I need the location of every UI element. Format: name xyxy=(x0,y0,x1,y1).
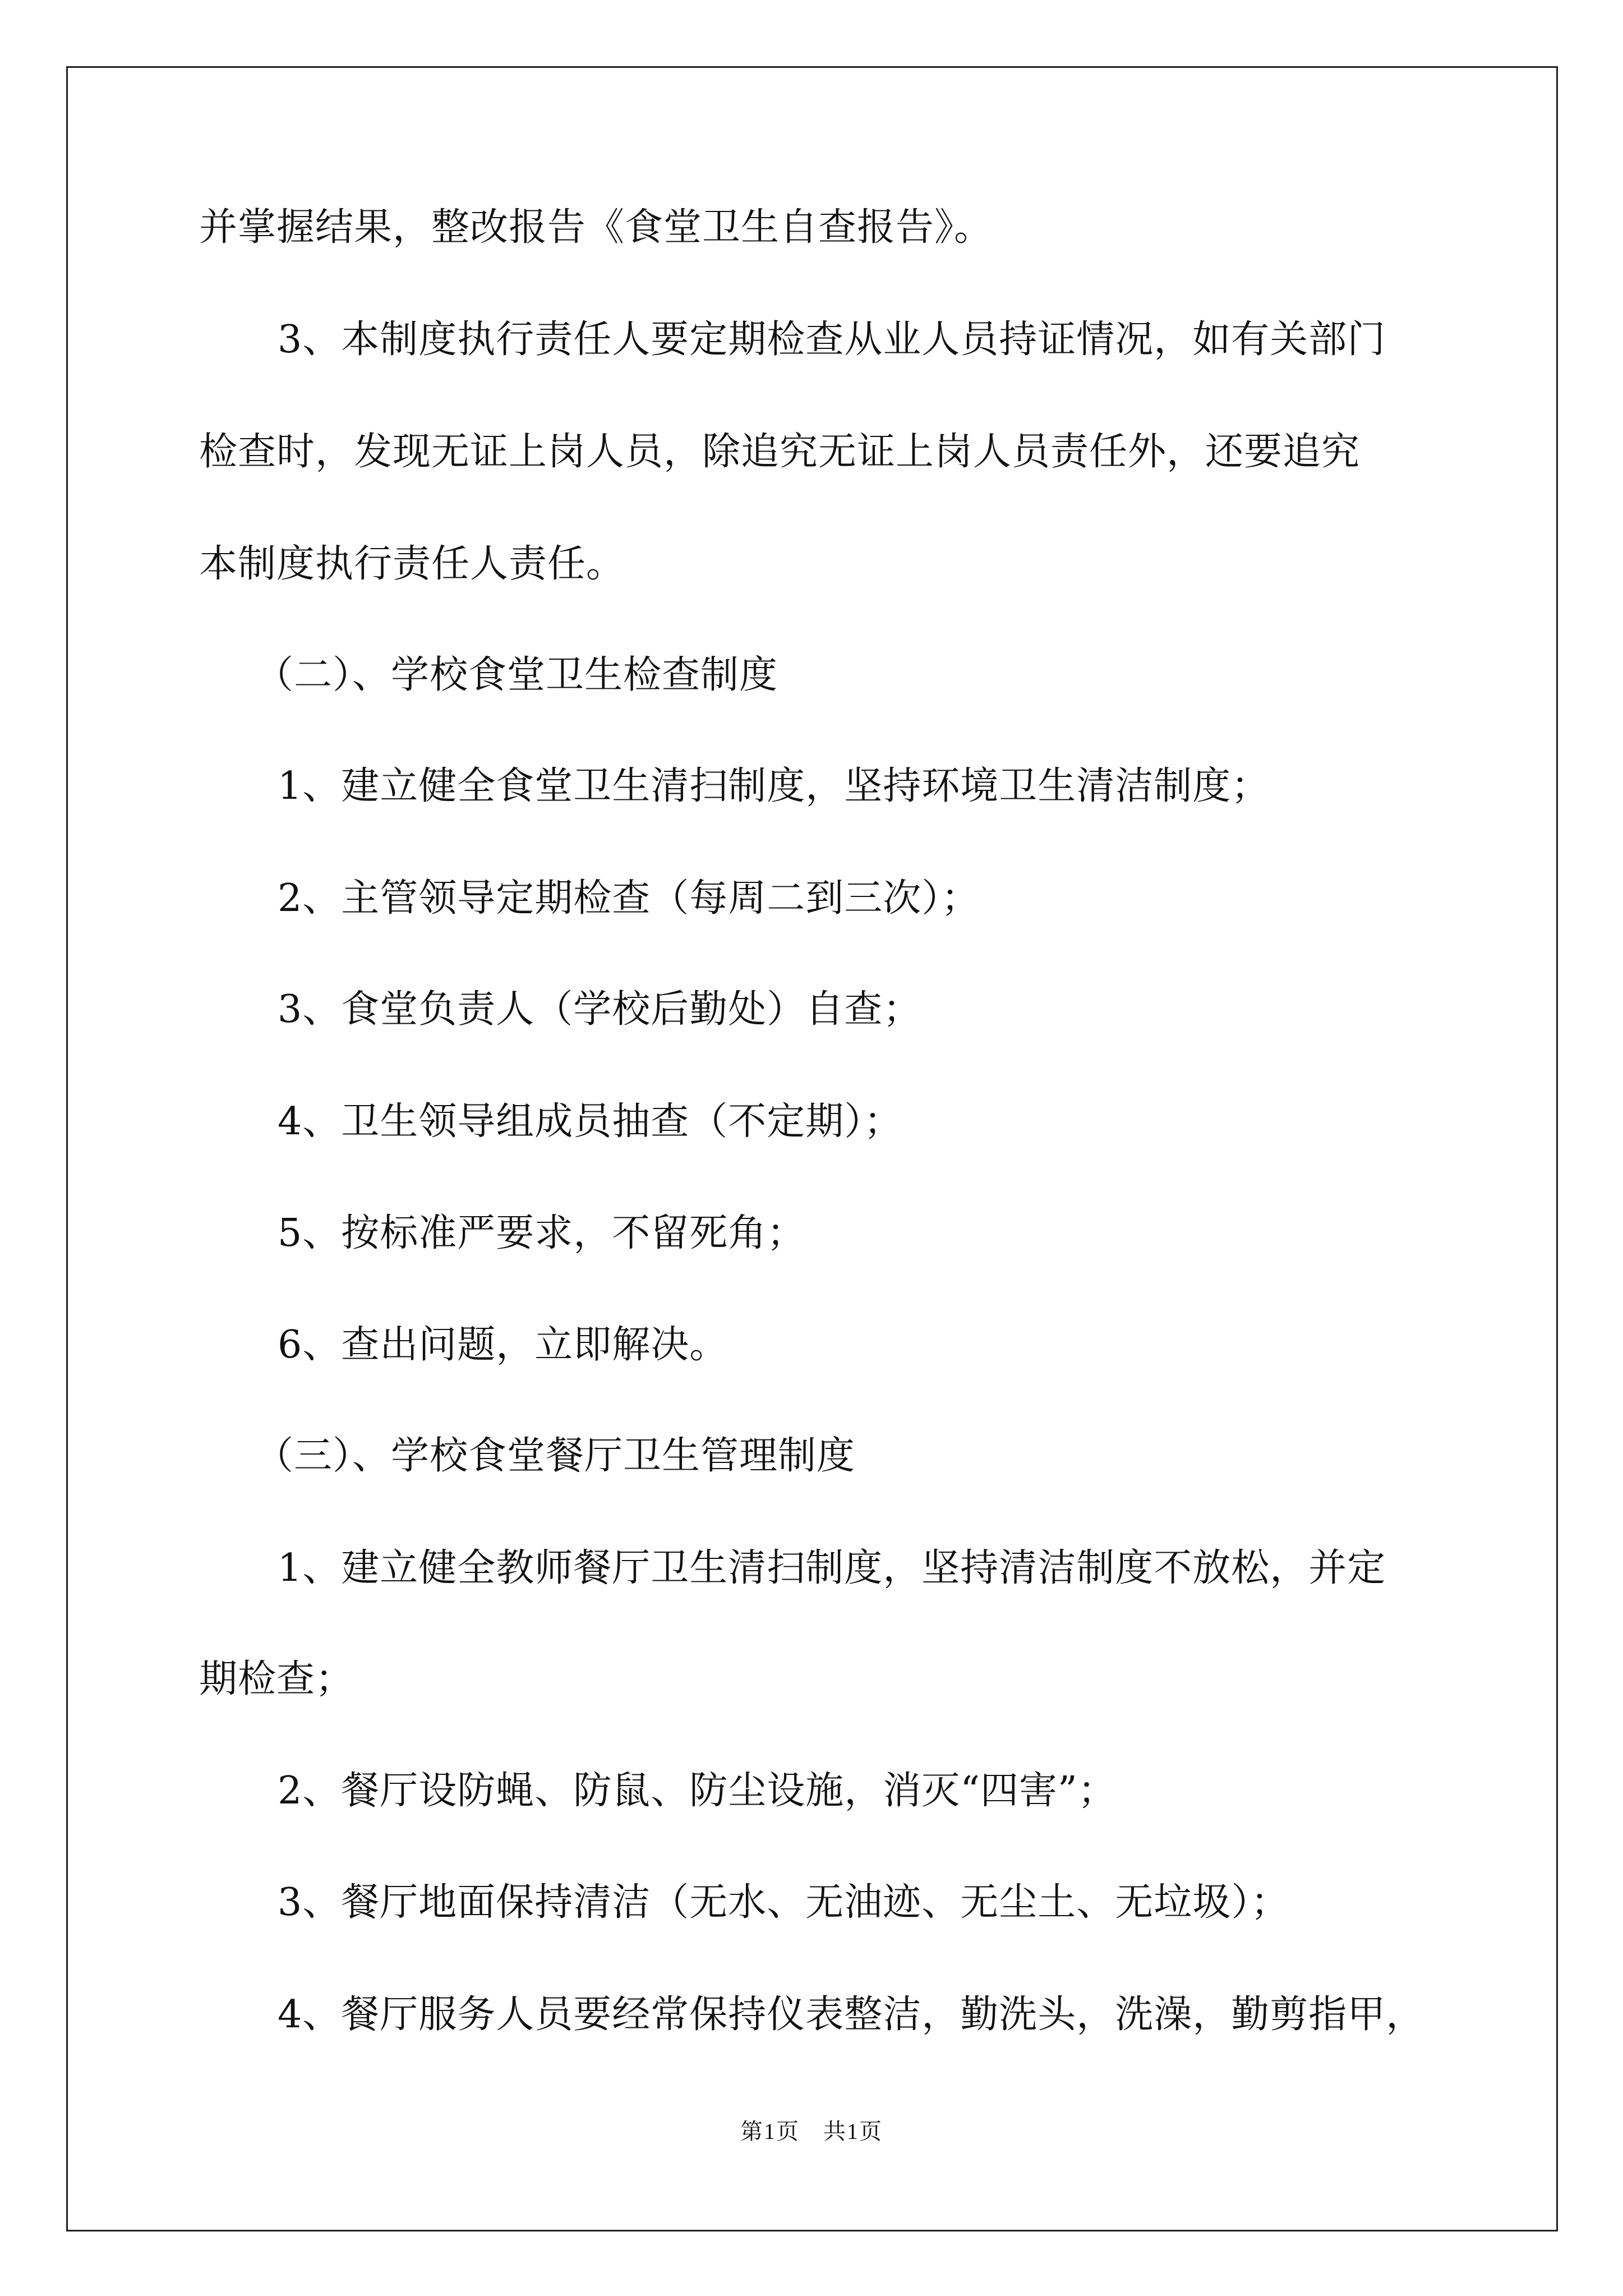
paragraph-line: 3、本制度执行责任人要定期检查从业人员持证情况，如有关部门 xyxy=(278,318,1386,362)
section-heading: （三）、学校食堂餐厅卫生管理制度 xyxy=(255,1434,856,1478)
section-heading: （二）、学校食堂卫生检查制度 xyxy=(255,653,778,697)
list-item: 1、建立健全食堂卫生清扫制度，坚持环境卫生清洁制度； xyxy=(278,764,1270,808)
list-item: 3、食堂负责人（学校后勤处）自查； xyxy=(278,987,922,1032)
list-item: 3、餐厅地面保持清洁（无水、无油迹、无尘土、无垃圾）； xyxy=(278,1880,1290,1925)
list-item: 1、建立健全教师餐厅卫生清扫制度，坚持清洁制度不放松，并定 xyxy=(278,1546,1386,1590)
paragraph-line: 并掌握结果，整改报告《食堂卫生自查报告》。 xyxy=(199,205,993,250)
list-item: 2、餐厅设防蝇、防鼠、防尘设施，消灭“四害”； xyxy=(278,1769,1117,1813)
paragraph-line: 期检查； xyxy=(199,1657,354,1701)
page-number-footer: 第1页 共1页 xyxy=(740,2119,883,2144)
list-item: 4、餐厅服务人员要经常保持仪表整洁，勤洗头，洗澡，勤剪指甲， xyxy=(278,1993,1425,2037)
list-item: 5、按标准严要求，不留死角； xyxy=(278,1211,806,1255)
paragraph-line: 检查时，发现无证上岗人员，除追究无证上岗人员责任外，还要追究 xyxy=(199,430,1361,474)
list-item: 6、查出问题，立即解决。 xyxy=(278,1323,728,1367)
paragraph-line: 本制度执行责任人责任。 xyxy=(199,542,625,586)
list-item: 2、主管领导定期检查（每周二到三次）； xyxy=(278,876,980,921)
list-item: 4、卫生领导组成员抽查（不定期）； xyxy=(278,1099,903,1144)
